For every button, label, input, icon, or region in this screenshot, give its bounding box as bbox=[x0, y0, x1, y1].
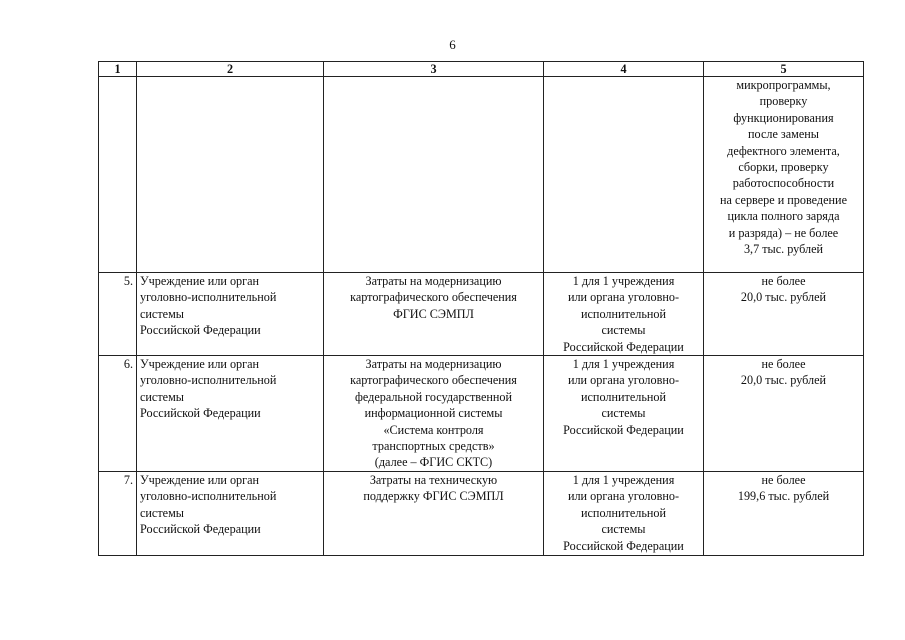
cell-quantity bbox=[544, 356, 704, 472]
continuation-row bbox=[99, 77, 864, 273]
cell-quantity bbox=[544, 273, 704, 356]
cell-text-line: (далее – ФГИС СКТС) bbox=[374, 455, 493, 470]
cell-text-line: Российской Федерации bbox=[140, 522, 261, 537]
cell-text-line: исполнительной bbox=[580, 505, 667, 520]
cell-text-line: микропрограммы, bbox=[736, 78, 831, 92]
cell-text-line: информационной системы bbox=[364, 406, 503, 421]
cell-text-line: системы bbox=[601, 323, 646, 338]
table-row bbox=[99, 356, 864, 472]
cell-text-line: системы bbox=[140, 306, 184, 321]
cell-text-line: Затраты на модернизацию bbox=[365, 274, 502, 288]
cell-text-line: Российской Федерации bbox=[563, 538, 684, 553]
header-col-3: 3 bbox=[324, 62, 544, 77]
cell-text-line: 1 для 1 учреждения bbox=[572, 357, 675, 372]
cell-col-3 bbox=[324, 77, 544, 273]
cell-text-line: 3,7 тыс. рублей bbox=[743, 242, 824, 257]
cell-quantity bbox=[544, 472, 704, 556]
cell-text-line: ФГИС СЭМПЛ bbox=[393, 306, 474, 321]
cell-text-line: функционирования bbox=[733, 110, 834, 125]
cell-institution bbox=[137, 273, 324, 356]
cell-text-line: или органа уголовно- bbox=[567, 489, 680, 504]
cell-text-line: системы bbox=[140, 505, 184, 520]
cell-text-line: Затраты на модернизацию bbox=[365, 357, 502, 372]
cell-expense bbox=[324, 472, 544, 556]
cell-text-line: системы bbox=[601, 522, 646, 537]
page-number: 6 bbox=[449, 37, 456, 52]
cell-num bbox=[99, 77, 137, 273]
cell-expense bbox=[324, 356, 544, 472]
cell-text-line: не более bbox=[761, 473, 806, 488]
cell-text-line: 20,0 тыс. рублей bbox=[740, 373, 827, 388]
cell-text-line: «Система контроля bbox=[383, 422, 484, 437]
cell-num: 5. bbox=[99, 273, 137, 356]
cell-text-line: уголовно-исполнительной bbox=[140, 290, 277, 305]
cell-text-line: Учреждение или орган bbox=[140, 274, 260, 288]
cell-text-line: Учреждение или орган bbox=[140, 357, 260, 372]
cell-text-line: Российской Федерации bbox=[140, 323, 261, 338]
header-col-4: 4 bbox=[544, 62, 704, 77]
cell-text-line: после замены bbox=[748, 127, 819, 142]
cell-text-line: или органа уголовно- bbox=[567, 373, 680, 388]
cell-institution bbox=[137, 356, 324, 472]
cell-price bbox=[704, 356, 864, 472]
cell-text-line: дефектного элемента, bbox=[727, 143, 840, 158]
cell-text-line: системы bbox=[601, 406, 646, 421]
cell-text-line: федеральной государственной bbox=[354, 389, 513, 404]
cell-price bbox=[704, 273, 864, 356]
cell-text-line: картографического обеспечения bbox=[350, 373, 517, 388]
cell-text-line: исполнительной bbox=[580, 389, 667, 404]
cell-text-line: картографического обеспечения bbox=[350, 290, 517, 305]
cell-text-line: не более bbox=[761, 274, 806, 288]
cell-text-line: транспортных средств» bbox=[372, 439, 495, 454]
cell-text-line: системы bbox=[140, 389, 184, 404]
cell-text-line: или органа уголовно- bbox=[567, 290, 680, 305]
header-row bbox=[99, 62, 864, 77]
cell-text-line: исполнительной bbox=[580, 306, 667, 321]
cell-text-line: уголовно-исполнительной bbox=[140, 373, 277, 388]
cell-text-line: 1 для 1 учреждения bbox=[572, 473, 675, 488]
cell-num: 7. bbox=[99, 472, 137, 556]
header-col-1: 1 bbox=[99, 62, 137, 77]
cell-text-line: цикла полного заряда bbox=[727, 209, 840, 224]
cell-price bbox=[704, 472, 864, 556]
cell-text-line: Российской Федерации bbox=[563, 422, 684, 437]
cell-text-line: на сервере и проведение bbox=[720, 192, 847, 207]
cell-text-line: 199,6 тыс. рублей bbox=[737, 489, 830, 504]
cell-num: 6. bbox=[99, 356, 137, 472]
table-row bbox=[99, 472, 864, 556]
cell-institution bbox=[137, 472, 324, 556]
cell-text-line: работоспособности bbox=[732, 176, 835, 191]
expenses-table bbox=[98, 61, 864, 556]
cell-expense bbox=[324, 273, 544, 356]
cell-text-line: Учреждение или орган bbox=[140, 473, 260, 488]
cell-col-4 bbox=[544, 77, 704, 273]
cell-text-line: Российской Федерации bbox=[563, 339, 684, 354]
cell-col-2 bbox=[137, 77, 324, 273]
cell-text-line: не более bbox=[761, 357, 806, 372]
cell-text-line: Российской Федерации bbox=[140, 406, 261, 421]
cell-text-line: и разряда) – не более bbox=[728, 225, 839, 240]
cell-text-line: уголовно-исполнительной bbox=[140, 489, 277, 504]
cell-text-line: поддержку ФГИС СЭМПЛ bbox=[363, 489, 504, 504]
cell-text-line: Затраты на техническую bbox=[369, 473, 498, 488]
cell-text-line: проверку bbox=[759, 94, 808, 109]
header-col-5: 5 bbox=[704, 62, 864, 77]
table-row bbox=[99, 273, 864, 356]
header-col-2: 2 bbox=[137, 62, 324, 77]
cell-col-5 bbox=[704, 77, 864, 273]
cell-text-line: сборки, проверку bbox=[738, 160, 829, 175]
cell-text-line: 20,0 тыс. рублей bbox=[740, 290, 827, 305]
cell-text-line: 1 для 1 учреждения bbox=[572, 274, 675, 288]
